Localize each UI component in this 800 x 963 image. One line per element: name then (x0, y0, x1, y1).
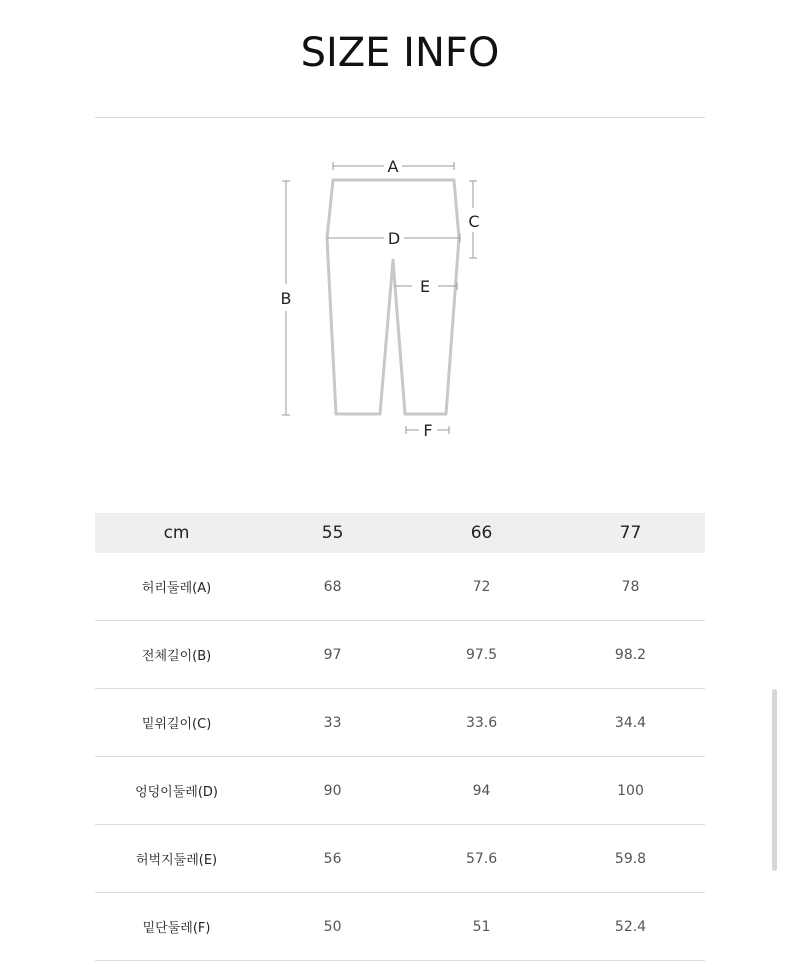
table-row (95, 825, 705, 893)
table-cell: 98.2 (556, 621, 705, 689)
scrollbar-thumb[interactable] (772, 689, 777, 871)
table-cell: 50 (258, 893, 407, 961)
table-cell: 56 (258, 825, 407, 893)
row-label: 허리둘레(A) (95, 553, 258, 621)
table-cell: 57.6 (407, 825, 556, 893)
table-cell: 97.5 (407, 621, 556, 689)
table-row (95, 893, 705, 961)
size-header-77: 77 (556, 513, 705, 553)
table-cell: 51 (407, 893, 556, 961)
table-cell: 94 (407, 757, 556, 825)
size-table (95, 513, 705, 961)
table-cell: 90 (258, 757, 407, 825)
row-label: 전체길이(B) (95, 621, 258, 689)
table-cell: 33.6 (407, 689, 556, 757)
table-row (95, 621, 705, 689)
label-f: F (423, 421, 433, 440)
pants-outline (327, 180, 459, 414)
size-header-55: 55 (258, 513, 407, 553)
table-row (95, 689, 705, 757)
unit-header: cm (95, 513, 258, 553)
row-label: 엉덩이둘레(D) (95, 757, 258, 825)
table-row (95, 757, 705, 825)
table-cell: 100 (556, 757, 705, 825)
table-cell: 52.4 (556, 893, 705, 961)
table-cell: 33 (258, 689, 407, 757)
label-e: E (419, 277, 431, 296)
size-header-66: 66 (407, 513, 556, 553)
row-label: 허벅지둘레(E) (95, 825, 258, 893)
table-cell: 78 (556, 553, 705, 621)
label-a: A (387, 157, 399, 176)
label-c: C (468, 212, 480, 231)
size-table-header (95, 513, 705, 553)
table-cell: 59.8 (556, 825, 705, 893)
label-d: D (387, 229, 401, 248)
label-b: B (280, 289, 292, 308)
table-row (95, 553, 705, 621)
table-cell: 34.4 (556, 689, 705, 757)
table-cell: 72 (407, 553, 556, 621)
table-cell: 97 (258, 621, 407, 689)
page-title: SIZE INFO (300, 30, 500, 76)
row-label: 밑위길이(C) (95, 689, 258, 757)
table-cell: 68 (258, 553, 407, 621)
row-label: 밑단둘레(F) (95, 893, 258, 961)
